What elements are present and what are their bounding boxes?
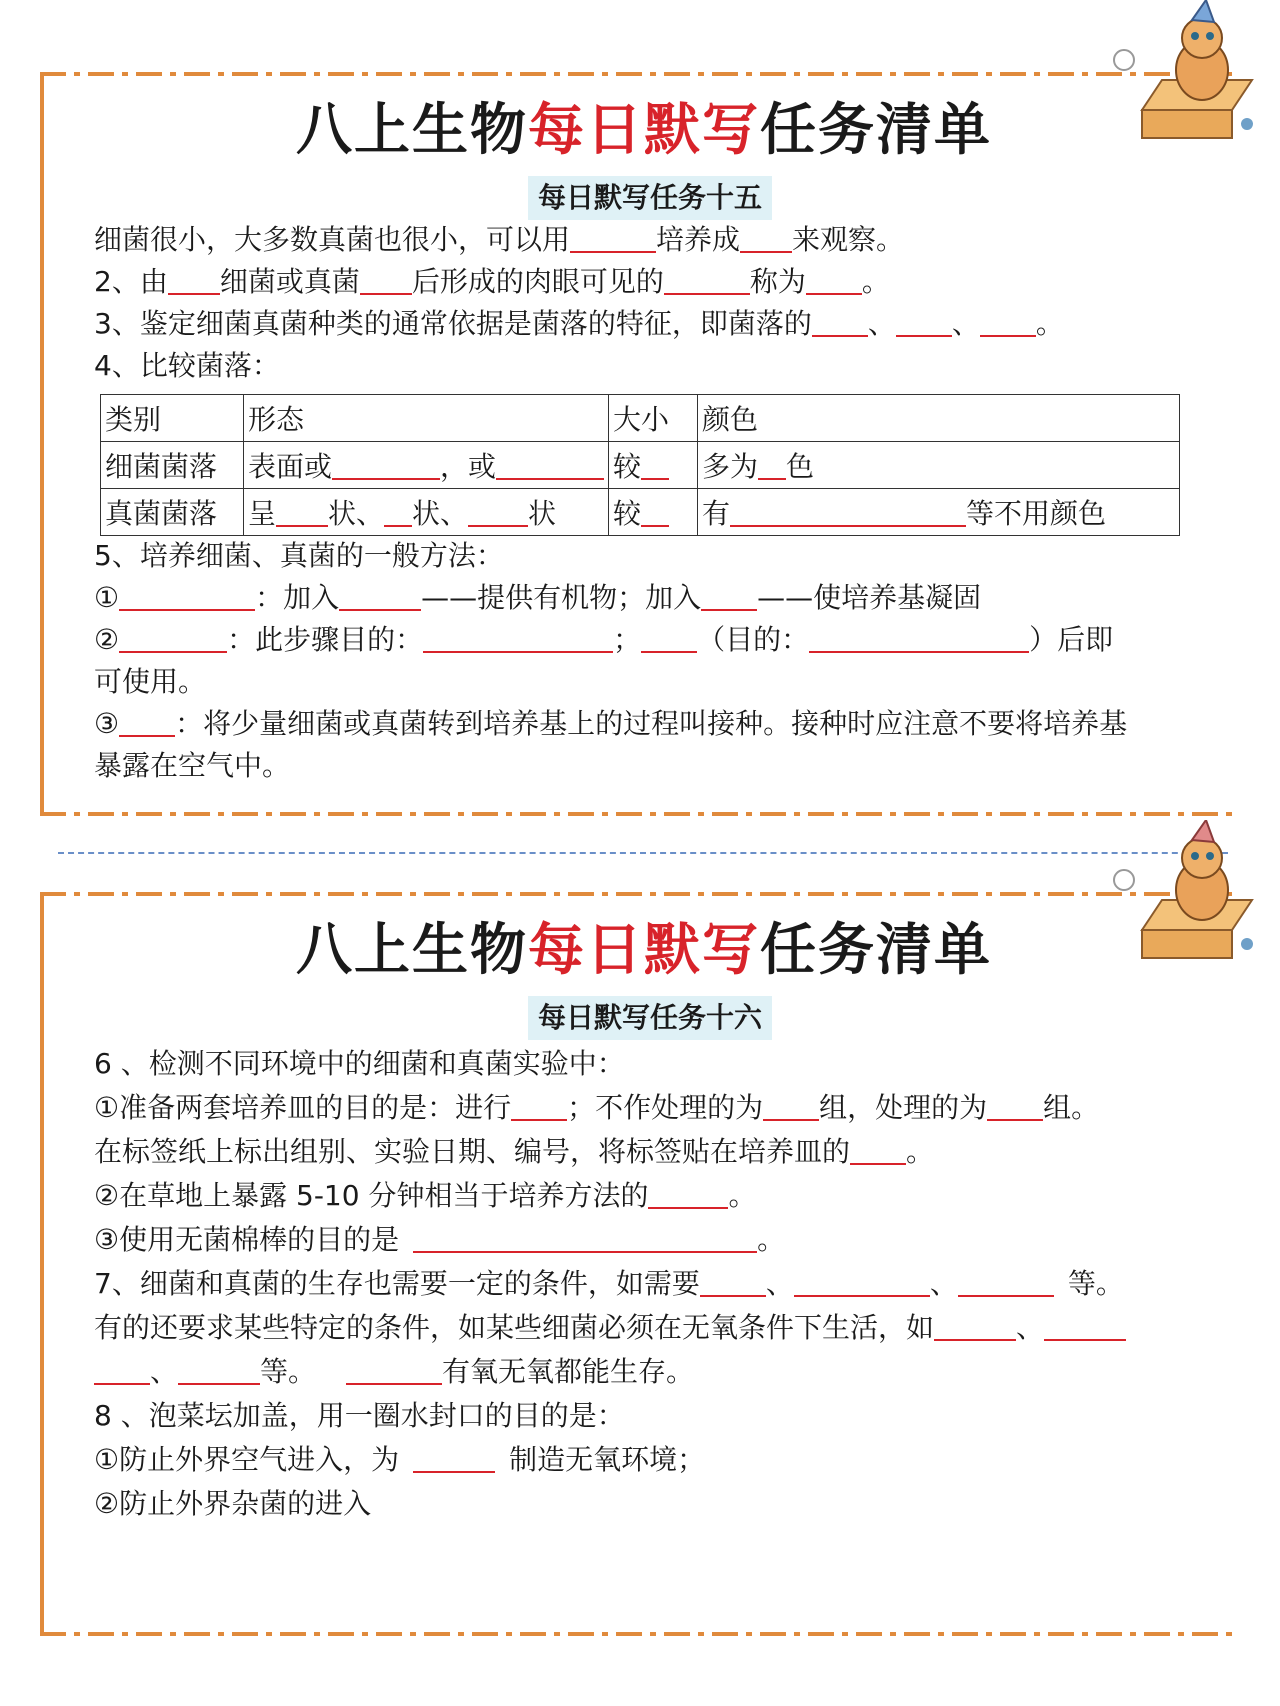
question-5: 5、培养细菌、真菌的一般方法： (94, 539, 504, 572)
blank[interactable] (413, 1221, 757, 1253)
blank[interactable] (806, 263, 862, 295)
cat-in-box-illustration (1102, 820, 1272, 960)
blank[interactable] (812, 305, 868, 337)
colony-comparison-table (100, 394, 1180, 536)
blank[interactable] (339, 579, 421, 611)
blank[interactable] (701, 579, 757, 611)
blank[interactable] (570, 221, 656, 253)
blank[interactable] (641, 448, 669, 480)
step-1: ① ：加入 ——提供有机物；加入 ——使培养基凝固 (94, 581, 982, 614)
blank[interactable] (641, 495, 669, 527)
blank[interactable] (346, 1353, 442, 1385)
question-7-cont-2: 、 等。 有氧无氧都能生存。 (94, 1352, 694, 1392)
blank[interactable] (700, 1265, 766, 1297)
step-2-cont: 可使用。 (94, 665, 207, 698)
question-6-2: ②在草地上暴露 5-10 分钟相当于培养方法的 。 (94, 1179, 757, 1212)
cat-in-box-illustration (1102, 0, 1272, 140)
blank[interactable] (763, 1089, 819, 1121)
table-header-row: 类别 形态 大小 颜色 (101, 395, 1180, 442)
blank[interactable] (958, 1265, 1054, 1297)
question-6-3: ③使用无菌棉棒的目的是 。 (94, 1223, 786, 1256)
blank[interactable] (980, 305, 1036, 337)
question-6-1: ①准备两套培养皿的目的是：进行 ；不作处理的为 组，处理的为 组。 (94, 1091, 1100, 1124)
blank[interactable] (168, 263, 220, 295)
blank[interactable] (332, 448, 440, 480)
blank[interactable] (850, 1133, 906, 1165)
blank[interactable] (468, 495, 528, 527)
card-separator (58, 852, 1228, 854)
blank[interactable] (648, 1177, 728, 1209)
task-card-15 (40, 72, 1240, 816)
question-8-2: ②防止外界杂菌的进入 (94, 1487, 372, 1520)
question-7-cont: 有的还要求某些特定的条件，如某些细菌必须在无氧条件下生活，如 、 (94, 1308, 1126, 1348)
blank[interactable] (360, 263, 412, 295)
question-8: 8 、泡菜坛加盖，用一圈水封口的目的是： (94, 1399, 625, 1432)
question-1: 细菌很小，大多数真菌也很小，可以用 培养成 来观察。 (94, 223, 905, 256)
question-2: 2、由 细菌或真菌 后形成的肉眼可见的 称为 。 (94, 265, 890, 298)
card-subtitle: 每日默写任务十五 (528, 176, 772, 220)
blank[interactable] (664, 263, 750, 295)
blank[interactable] (730, 495, 966, 527)
card-subtitle: 每日默写任务十六 (528, 996, 772, 1040)
blank[interactable] (987, 1089, 1043, 1121)
blank[interactable] (794, 1265, 930, 1297)
blank[interactable] (496, 448, 604, 480)
question-8-1: ①防止外界空气进入，为 制造无氧环境； (94, 1443, 706, 1476)
blank[interactable] (809, 621, 1029, 653)
blank[interactable] (413, 1441, 495, 1473)
blank[interactable] (119, 621, 227, 653)
blank[interactable] (119, 705, 175, 737)
blank[interactable] (896, 305, 952, 337)
blank[interactable] (641, 621, 697, 653)
step-3: ③ ：将少量细菌或真菌转到培养基上的过程叫接种。接种时应注意不要将培养基 (94, 707, 1128, 740)
blank[interactable] (384, 495, 412, 527)
step-3-cont: 暴露在空气中。 (94, 749, 291, 782)
question-6: 6 、检测不同环境中的细菌和真菌实验中： (94, 1047, 625, 1080)
question-6-1-cont: 在标签纸上标出组别、实验日期、编号，将标签贴在培养皿的 。 (94, 1135, 935, 1168)
question-3: 3、鉴定细菌真菌种类的通常依据是菌落的特征，即菌落的 、 、 。 (94, 307, 1064, 340)
blank[interactable] (740, 221, 792, 253)
blank[interactable] (94, 1353, 150, 1385)
blank[interactable] (276, 495, 328, 527)
card-title: 八上生物每日默写任务清单 (296, 98, 992, 163)
question-4: 4、比较菌落： (94, 349, 280, 382)
blank[interactable] (511, 1089, 567, 1121)
table-row: 真菌菌落 呈 状、 状、 状 较 有 等不用颜色 (101, 489, 1180, 536)
task-card-16 (40, 892, 1240, 1636)
blank[interactable] (178, 1353, 260, 1385)
card-title: 八上生物每日默写任务清单 (296, 918, 992, 983)
blank[interactable] (423, 621, 613, 653)
blank[interactable] (1044, 1309, 1126, 1341)
blank[interactable] (758, 448, 786, 480)
step-2: ② ：此步骤目的： ； （目的： ）后即 (94, 623, 1114, 656)
table-row: 细菌菌落 表面或 ，或 较 多为 色 (101, 442, 1180, 489)
question-7: 7、细菌和真菌的生存也需要一定的条件，如需要 、 、 等。 (94, 1267, 1124, 1300)
blank[interactable] (119, 579, 255, 611)
blank[interactable] (934, 1309, 1016, 1341)
